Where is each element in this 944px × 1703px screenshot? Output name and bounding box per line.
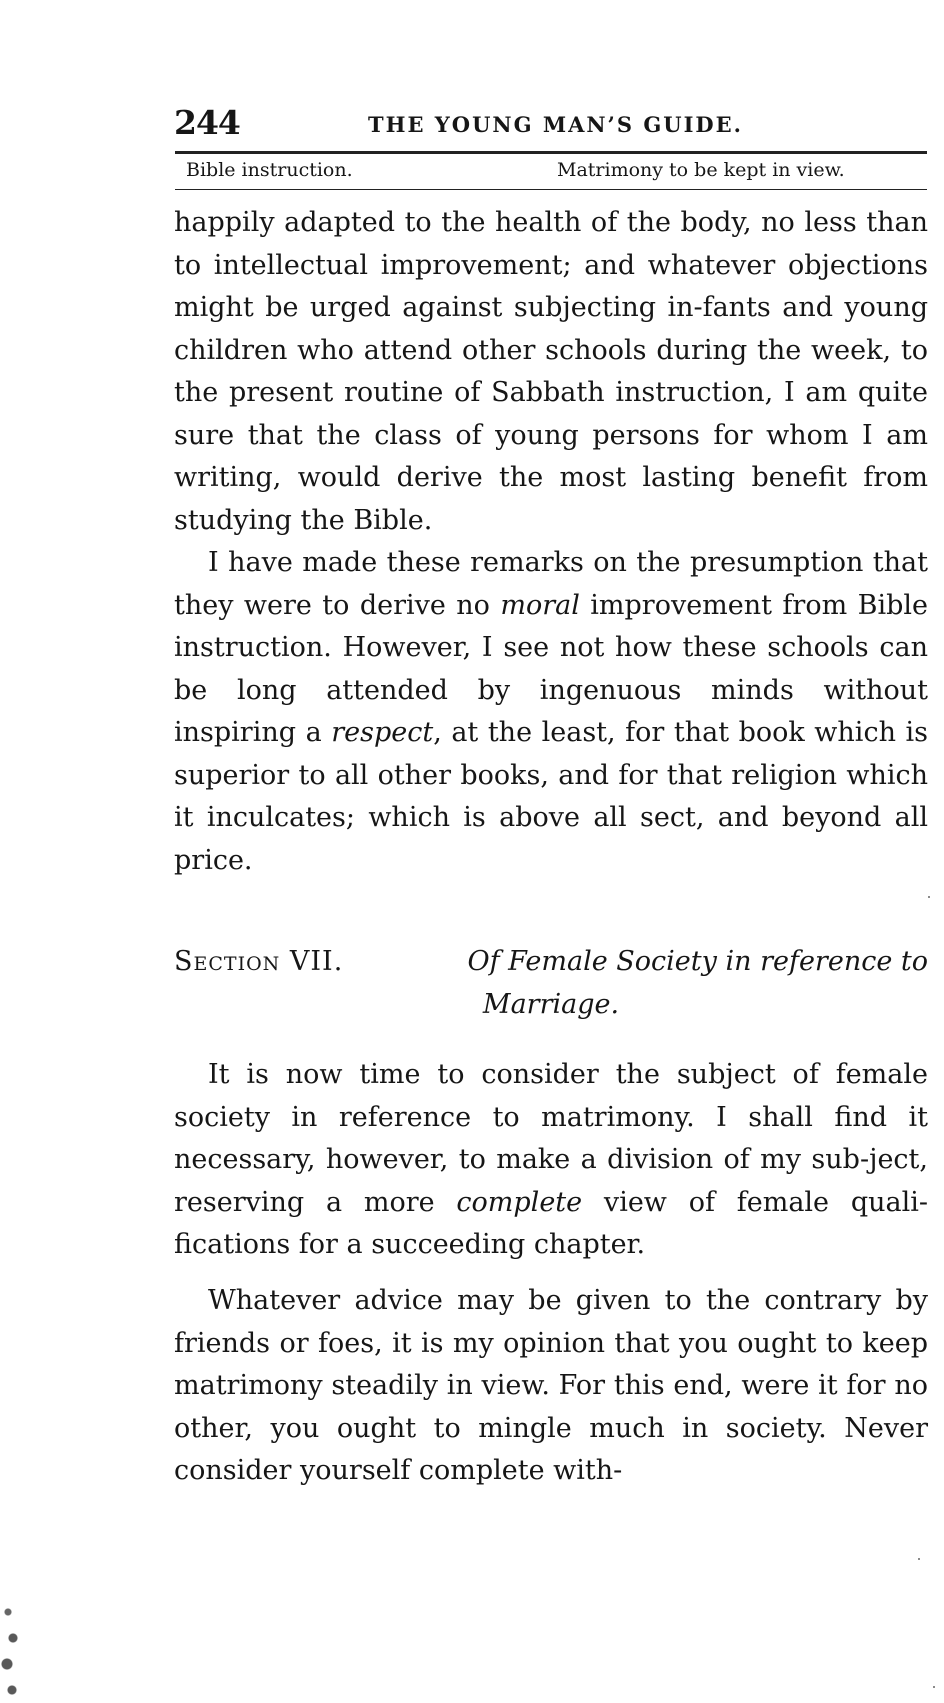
header-bottom-rule [175, 189, 927, 190]
paragraph-text [174, 1054, 928, 1267]
paragraph-text-part: I have made these remarks on the presumption that they were to derive no [174, 547, 928, 621]
header-top-rule [175, 151, 927, 154]
continued-paragraph [174, 202, 928, 542]
emphasized-word: respect [331, 717, 434, 748]
female-society-paragraph [174, 1054, 928, 1267]
binding-edge-mark [0, 1602, 28, 1703]
matrimony-paragraph [174, 1280, 928, 1493]
page-number: 244 [174, 103, 240, 142]
section-label: Section VII. [174, 946, 344, 977]
paper-speck [928, 896, 930, 898]
paragraph-text-part: It is now time to consider the subject of female society in reference to matrimony. I shall find it necessary, however, to make a division of my sub-ject, reserving a more [174, 1059, 928, 1218]
section-title: Of Female Society in reference to [467, 946, 928, 977]
emphasized-word: moral [500, 589, 580, 621]
bible-remarks-paragraph [174, 542, 928, 882]
paper-speck [918, 1558, 920, 1560]
section-heading [174, 940, 928, 1026]
paragraph-text [174, 542, 928, 882]
left-subheading: Bible instruction. [186, 159, 353, 181]
running-header [174, 103, 926, 145]
right-subheading: Matrimony to be kept in view. [557, 159, 845, 181]
section-title-continuation: Marriage. [482, 989, 620, 1020]
paragraph-text: happily adapted to the health of the body, no less than to intellectual improvement; and whatever objections might be urged against subjecting in-fants and young children who attend other schools during the week, to the present routine of Sabbath instruction, I am quite sure that the class of young persons for whom I am writing, would derive the most lasting benefit from studying the Bible. [174, 207, 928, 536]
paragraph-text-part: improvement from Bible instruction. However, I see not how these schools can be long attended by ingenuous minds without inspiring a [174, 589, 928, 748]
emphasized-word: complete [456, 1186, 583, 1218]
paragraph-text-part: , at the least, for that book which is superior to all other books, and for that religion which it inculcates; which is above all sect, and beyond all price. [174, 717, 928, 876]
book-title: THE YOUNG MAN’S GUIDE. [368, 112, 743, 137]
section-heading-first-line [174, 940, 928, 983]
paragraph-text-part: view of female quali-fications for a succeeding chapter. [174, 1186, 928, 1260]
paper-speck [933, 1686, 935, 1688]
paragraph-text: Whatever advice may be given to the contrary by friends or foes, it is my opinion that you ought to keep matrimony steadily in view. For this end, were it for no other, you ought to mingle much in society. Never consider yourself complete with- [174, 1285, 928, 1486]
